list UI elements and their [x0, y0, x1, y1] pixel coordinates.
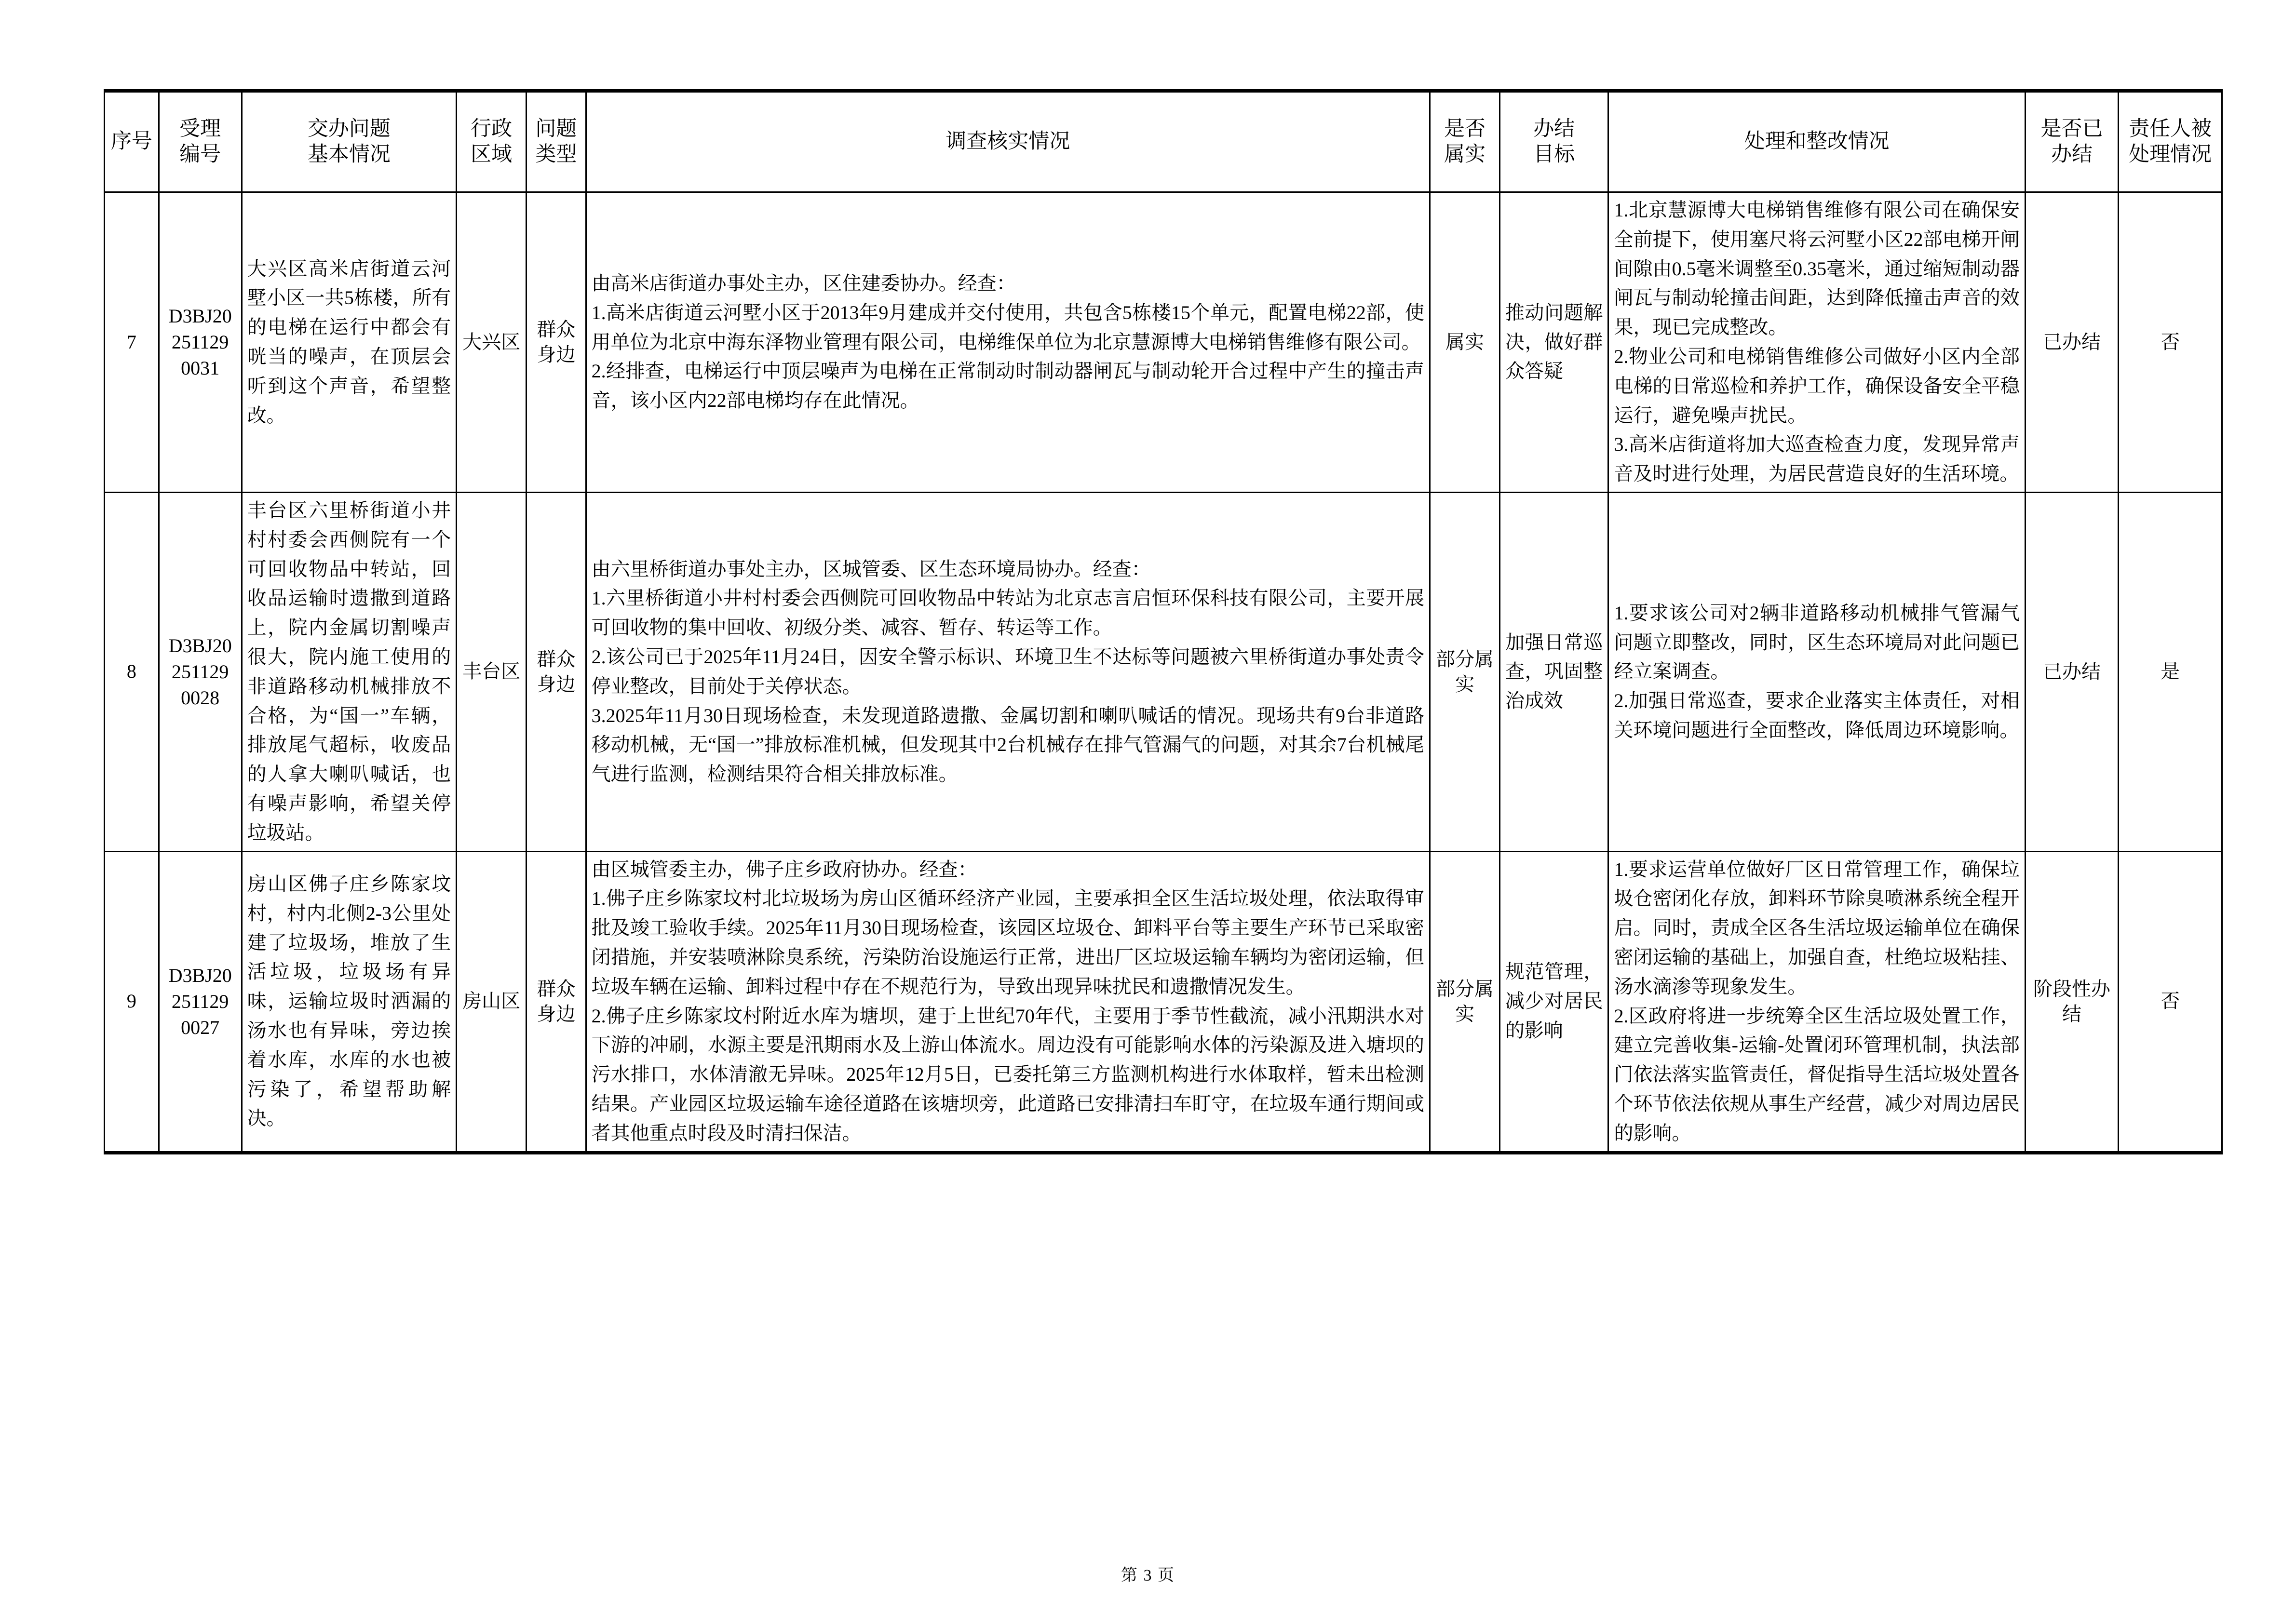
- cell-code: [159, 492, 242, 851]
- header-handle: [1608, 91, 2025, 192]
- page-number: 第 3 页: [1121, 1567, 1175, 1584]
- table-row: [105, 492, 2222, 851]
- table-row: [105, 192, 2222, 493]
- cell-survey-paragraph: 2.佛子庄乡陈家坟村附近水库为塘坝，建于上世纪70年代，主要用于季节性截流，减小汛期洪水对下游的冲刷，水源主要是汛期雨水及上游山体流水。周边没有可能影响水体的污染源及进入塘坝的污水排口，水体清澈无异味。2025年12月5日，已委托第三方监测机构进行水体取样，暂未出检测结果。产业园区垃圾运输车途径道路在该塘坝旁，此道路已安排清扫车盯守，在垃圾车通行期间或者其他重点时段及时清扫保洁。: [591, 1005, 1424, 1144]
- cell-handle-paragraph: 3.高米店街道将加大巡查检查力度，发现异常声音及时进行处理，为居民营造良好的生活环境。: [1614, 433, 2020, 485]
- cell-survey-paragraph: 1.佛子庄乡陈家坟村北垃圾场为房山区循环经济产业园，主要承担全区生活垃圾处理，依法取得审批及竣工验收手续。2025年11月30日现场检查，该园区垃圾仓、卸料平台等主要生产环节已采取密闭措施，并安装喷淋除臭系统，污染防治设施运行正常，进出厂区垃圾运输车辆均为密闭运输，但垃圾车辆在运输、卸料过程中存在不规范行为，导致出现异味扰民和遗撒情况发生。: [591, 887, 1424, 997]
- cell-handle-paragraph: 2.物业公司和电梯销售维修公司做好小区内全部电梯的日常巡检和养护工作，确保设备安全平稳运行，避免噪声扰民。: [1614, 345, 2020, 426]
- header-survey-line-1: 调查核实情况: [945, 130, 1070, 153]
- cell-survey-paragraph: 由六里桥街道办事处主办，区城管委、区生态环境局协办。经查：: [591, 558, 1151, 580]
- table-body: [105, 192, 2222, 1153]
- header-responsible-line-1: 责任人被: [2129, 118, 2212, 141]
- header-goal-line-1: 办结: [1533, 118, 1575, 141]
- cell-handle-paragraph: 1.北京慧源博大电梯销售维修有限公司在确保安全前提下，使用塞尺将云河墅小区22部电梯开闸间隙由0.5毫米调整至0.35毫米，通过缩短制动器闸瓦与制动轮撞击间距，达到降低撞击声音的效果，现已完成整改。: [1614, 199, 2020, 338]
- header-type: [527, 91, 586, 192]
- cell-is_true: 属实: [1430, 192, 1499, 493]
- header-responsible-line-2: 处理情况: [2129, 143, 2212, 166]
- cell-basic: 房山区佛子庄乡陈家坟村，村内北侧2-3公里处建了垃圾场，堆放了生活垃圾，垃圾场有异味，运输垃圾时洒漏的汤水也有异味，旁边挨着水库，水库的水也被污染了，希望帮助解决。: [242, 851, 457, 1153]
- cell-handle-paragraph: 1.要求该公司对2辆非道路移动机械排气管漏气问题立即整改，同时，区生态环境局对此问题已经立案调查。: [1614, 602, 2020, 683]
- cell-survey-paragraph: 3.2025年11月30日现场检查，未发现道路遗撒、金属切割和喇叭喊话的情况。现场共有9台非道路移动机械，无“国一”排放标准机械，但发现其中2台机械存在排气管漏气的问题，对其余7台机械尾气进行监测，检测结果符合相关排放标准。: [591, 704, 1424, 785]
- header-is-done: [2025, 91, 2118, 192]
- cell-seq: 7: [105, 192, 159, 493]
- cell-survey-paragraph: 由高米店街道办事处主办，区住建委协办。经查：: [591, 272, 1016, 294]
- cell-survey: [586, 851, 1430, 1153]
- cell-is_done: 已办结: [2025, 192, 2118, 493]
- header-survey: [586, 91, 1430, 192]
- cell-code: [159, 851, 242, 1153]
- cell-seq: 9: [105, 851, 159, 1153]
- cell-is_done: 已办结: [2025, 492, 2118, 851]
- header-code: [159, 91, 242, 192]
- header-goal-line-2: 目标: [1533, 143, 1575, 166]
- cell-responsible: 否: [2119, 192, 2222, 493]
- header-code-line-2: 编号: [179, 143, 221, 166]
- header-is-true-line-1: 是否: [1444, 118, 1486, 141]
- cell-survey-paragraph: 由区城管委主办，佛子庄乡政府协办。经查：: [591, 858, 977, 880]
- header-district: [457, 91, 527, 192]
- cell-code: [159, 192, 242, 493]
- header-code-line-1: 受理: [179, 118, 221, 141]
- cell-code-line: 0028: [181, 686, 220, 709]
- header-basic: [242, 91, 457, 192]
- cell-type: 群众身边: [527, 492, 586, 851]
- cell-code-line: 251129: [171, 331, 229, 353]
- cell-responsible: 否: [2119, 851, 2222, 1153]
- header-type-line-2: 类型: [535, 143, 577, 166]
- cell-is_done: 阶段性办结: [2025, 851, 2118, 1153]
- cell-survey-paragraph: 1.高米店街道云河墅小区于2013年9月建成并交付使用，共包含5栋楼15个单元，配置电梯22部，使用单位为北京中海东泽物业管理有限公司，电梯维保单位为北京慧源博大电梯销售维修有限公司。: [591, 301, 1424, 353]
- cell-seq: 8: [105, 492, 159, 851]
- cell-goal: 规范管理，减少对居民的影响: [1499, 851, 1608, 1153]
- header-goal: [1499, 91, 1608, 192]
- cell-handle-paragraph: 2.加强日常巡查，要求企业落实主体责任，对相关环境问题进行全面整改，降低周边环境影响。: [1614, 690, 2020, 741]
- cell-basic: 大兴区高米店街道云河墅小区一共5栋楼，所有的电梯在运行中都会有咣当的噪声，在顶层会听到这个声音，希望整改。: [242, 192, 457, 493]
- table-header: [105, 91, 2222, 192]
- complaint-handling-table: [104, 89, 2223, 1154]
- header-district-line-1: 行政: [471, 118, 513, 141]
- cell-is_true: 部分属实: [1430, 492, 1499, 851]
- header-district-line-2: 区域: [471, 143, 513, 166]
- cell-code-line: 251129: [171, 660, 229, 683]
- header-basic-line-1: 交办问题: [307, 118, 391, 141]
- cell-responsible: 是: [2119, 492, 2222, 851]
- cell-goal: 推动问题解决，做好群众答疑: [1499, 192, 1608, 493]
- cell-district: 房山区: [457, 851, 527, 1153]
- cell-code-line: D3BJ20: [168, 305, 232, 327]
- cell-handle: [1608, 492, 2025, 851]
- header-row: [105, 91, 2222, 192]
- cell-type: 群众身边: [527, 851, 586, 1153]
- cell-code-line: D3BJ20: [168, 634, 232, 657]
- header-handle-line-1: 处理和整改情况: [1744, 130, 1890, 153]
- cell-survey: [586, 192, 1430, 493]
- header-basic-line-2: 基本情况: [307, 143, 391, 166]
- cell-survey-paragraph: 2.经排查，电梯运行中顶层噪声为电梯在正常制动时制动器闸瓦与制动轮开合过程中产生的撞击声音，该小区内22部电梯均存在此情况。: [591, 360, 1424, 412]
- cell-code-line: 0027: [181, 1016, 220, 1038]
- cell-handle-paragraph: 1.要求运营单位做好厂区日常管理工作，确保垃圾仓密闭化存放，卸料环节除臭喷淋系统全程开启。同时，责成全区各生活垃圾运输单位在确保密闭运输的基础上，加强自查，杜绝垃圾粘挂、汤水滴渗等现象发生。: [1614, 858, 2020, 997]
- header-is-true: [1430, 91, 1499, 192]
- cell-district: 大兴区: [457, 192, 527, 493]
- cell-type: 群众身边: [527, 192, 586, 493]
- cell-survey: [586, 492, 1430, 851]
- header-is-done-line-2: 办结: [2051, 143, 2093, 166]
- header-type-line-1: 问题: [535, 118, 577, 141]
- header-is-true-line-2: 属实: [1444, 143, 1486, 166]
- header-responsible: [2119, 91, 2222, 192]
- cell-code-line: 251129: [171, 990, 229, 1012]
- cell-district: 丰台区: [457, 492, 527, 851]
- cell-handle-paragraph: 2.区政府将进一步统筹全区生活垃圾处置工作，建立完善收集-运输-处置闭环管理机制，执法部门依法落实监管责任，督促指导生活垃圾处置各个环节依法依规从事生产经营，减少对周边居民的影响。: [1614, 1005, 2020, 1144]
- cell-goal: 加强日常巡查，巩固整治成效: [1499, 492, 1608, 851]
- table-row: [105, 851, 2222, 1153]
- cell-code-line: D3BJ20: [168, 964, 232, 986]
- cell-survey-paragraph: 1.六里桥街道小井村村委会西侧院可回收物品中转站为北京志言启恒环保科技有限公司，主要开展可回收物的集中回收、初级分类、减容、暂存、转运等工作。: [591, 587, 1424, 639]
- cell-survey-paragraph: 2.该公司已于2025年11月24日，因安全警示标识、环境卫生不达标等问题被六里桥街道办事处责令停业整改，目前处于关停状态。: [591, 645, 1424, 697]
- cell-handle: [1608, 851, 2025, 1153]
- cell-handle: [1608, 192, 2025, 493]
- header-seq: [105, 91, 159, 192]
- cell-is_true: 部分属实: [1430, 851, 1499, 1153]
- cell-code-line: 0031: [181, 357, 220, 379]
- cell-basic: 丰台区六里桥街道小井村村委会西侧院有一个可回收物品中转站，回收品运输时遗撒到道路上，院内金属切割噪声很大，院内施工使用的非道路移动机械排放不合格，为“国一”车辆，排放尾气超标，收废品的人拿大喇叭喊话，也有噪声影响，希望关停垃圾站。: [242, 492, 457, 851]
- header-is-done-line-1: 是否已: [2040, 118, 2103, 141]
- header-seq-line-1: 序号: [110, 130, 152, 153]
